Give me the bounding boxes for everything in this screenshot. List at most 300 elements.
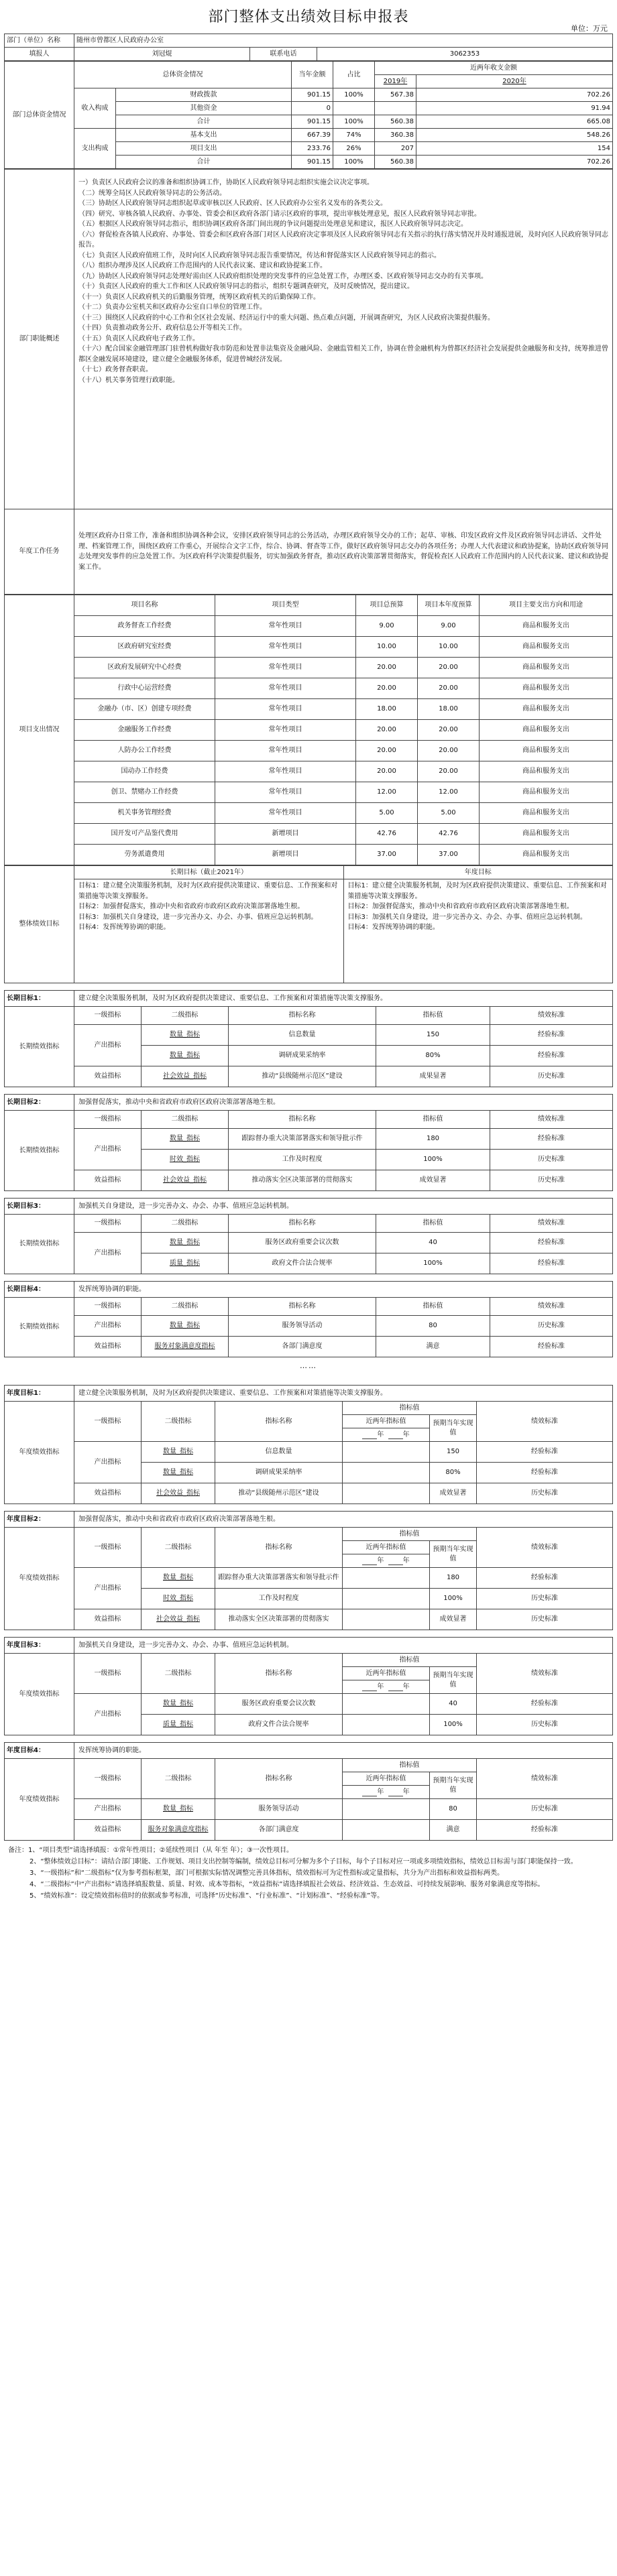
indicator-row-label: 长期绩效指标 xyxy=(5,1215,74,1274)
project-type: 常年性项目 xyxy=(215,658,356,678)
income-row-year1: 567.38 xyxy=(375,88,416,102)
project-total: 12.00 xyxy=(356,782,418,803)
note-line: 3、“一级指标”和“二级指标”仅为参考指标框架，部门可根据实际情况调整完善具体指标，绩效指标可为定性指标或定量指标，共分为产出指标和效益指标两类。 xyxy=(30,1869,504,1877)
indicator-level2: 社会效益_指标 xyxy=(142,1170,229,1191)
page-title: 部门整体支出绩效目标申报表 xyxy=(208,9,409,25)
projects-col-name: 项目名称 xyxy=(74,595,215,616)
goal-label: 长期目标1： xyxy=(5,991,74,1007)
indicator-head: 指标名称 xyxy=(229,1007,376,1025)
project-name: 人防办公工作经费 xyxy=(74,741,215,761)
dept-label: 部门（单位）名称 xyxy=(5,34,74,48)
project-use: 商品和服务支出 xyxy=(480,637,613,658)
indicator-name: 推动“县级随州示范区”建设 xyxy=(229,1066,376,1087)
indicator-value: 100% xyxy=(376,1150,490,1170)
indicator-standard: 经验标准 xyxy=(490,1046,613,1066)
project-current: 37.00 xyxy=(418,845,480,865)
indicator-value: 成果显著 xyxy=(376,1066,490,1087)
indicator-head: 预期当年实现值 xyxy=(430,1541,477,1568)
indicator-recent xyxy=(343,1715,430,1735)
filler-label: 填报人 xyxy=(5,48,74,61)
projects-col-type: 项目类型 xyxy=(215,595,356,616)
project-name: 劳务派遣费用 xyxy=(74,845,215,865)
goal-description: 加强督促落实，推动中央和省政府市政府区政府决策部署落地生根。 xyxy=(74,1095,613,1111)
indicator-value: 成效显著 xyxy=(376,1170,490,1191)
indicator-name: 政府文件合法合规率 xyxy=(215,1715,343,1735)
indicator-head: 二级指标 xyxy=(142,1402,215,1442)
function-line: （十三）围绕区人民政府的中心工作和全区社会发展、经济运行中的重大问题、热点难点问题，开展调查研究，为区人民政府决策提供服务。 xyxy=(78,314,494,322)
expense-row-ratio: 26% xyxy=(333,142,375,156)
indicator-head: 一级指标 xyxy=(74,1402,142,1442)
indicator-name: 推动“县级随州示范区”建设 xyxy=(215,1483,343,1504)
project-total: 18.00 xyxy=(356,699,418,720)
indicator-value: 80% xyxy=(430,1463,477,1483)
indicator-head: 指标名称 xyxy=(229,1111,376,1129)
income-row-year2: 665.08 xyxy=(416,115,613,129)
indicator-value: 成效显著 xyxy=(430,1483,477,1504)
indicator-recent xyxy=(343,1820,430,1841)
indicator-value: 成效显著 xyxy=(430,1609,477,1630)
indicator-standard: 历史标准 xyxy=(490,1170,613,1191)
indicator-level2: 质量_指标 xyxy=(142,1715,215,1735)
project-name: 区政府发展研究中心经费 xyxy=(74,658,215,678)
indicator-name: 信息数量 xyxy=(229,1025,376,1046)
indicator-name: 调研成果采纳率 xyxy=(229,1046,376,1066)
indicator-standard: 历史标准 xyxy=(490,1316,613,1337)
blank-line xyxy=(362,1684,377,1691)
indicator-head: 二级指标 xyxy=(142,1215,229,1233)
indicator-level2: 数量_指标 xyxy=(142,1694,215,1715)
indicator-value: 40 xyxy=(430,1694,477,1715)
indicator-name: 政府文件合法合规率 xyxy=(229,1253,376,1274)
function-line: （十四）负责推动政务公开、政府信息公开等相关工作。 xyxy=(78,324,246,332)
indicator-value: 80 xyxy=(430,1799,477,1820)
function-line: （十八）机关事务管理行政职能。 xyxy=(78,376,179,384)
expense-row-name: 合计 xyxy=(116,156,292,169)
project-use: 商品和服务支出 xyxy=(480,720,613,741)
blank-line xyxy=(388,1558,403,1565)
project-type: 常年性项目 xyxy=(215,678,356,699)
expense-row-ratio: 74% xyxy=(333,129,375,142)
indicator-recent xyxy=(343,1694,430,1715)
indicator-year-blanks xyxy=(343,1554,430,1568)
income-row-year2: 702.26 xyxy=(416,88,613,102)
indicator-level1: 效益指标 xyxy=(74,1337,142,1357)
income-row-current: 901.15 xyxy=(292,88,333,102)
indicator-head: 绩效标准 xyxy=(490,1007,613,1025)
indicator-year-blanks xyxy=(343,1680,430,1694)
project-name: 金融办（市、区）创建专项经费 xyxy=(74,699,215,720)
expense-row-current: 667.39 xyxy=(292,129,333,142)
project-total: 5.00 xyxy=(356,803,418,824)
indicator-standard: 历史标准 xyxy=(490,1150,613,1170)
phone-label: 联系电话 xyxy=(250,48,317,61)
overall-goals-label: 整体绩效目标 xyxy=(5,866,74,983)
indicator-recent xyxy=(343,1463,430,1483)
function-line: 一）负责区人民政府会议的准备和组织协调工作，协助区人民政府领导同志组织实施会议决定事项。 xyxy=(78,179,374,186)
indicator-head: 预期当年实现值 xyxy=(430,1772,477,1799)
project-use: 商品和服务支出 xyxy=(480,803,613,824)
indicator-head: 绩效标准 xyxy=(490,1298,613,1316)
year-word: 年 xyxy=(402,1682,410,1691)
indicator-recent xyxy=(343,1799,430,1820)
funds-col-name: 总体资金情况 xyxy=(74,62,292,88)
indicator-head: 绩效标准 xyxy=(490,1215,613,1233)
blank-line xyxy=(362,1558,377,1565)
indicator-value: 满意 xyxy=(430,1820,477,1841)
year-goal-table xyxy=(4,1511,613,1630)
project-total: 20.00 xyxy=(356,720,418,741)
project-current: 9.00 xyxy=(418,616,480,637)
funds-year1: 2019年 xyxy=(375,75,416,88)
indicator-standard: 历史标准 xyxy=(477,1609,613,1630)
project-use: 商品和服务支出 xyxy=(480,824,613,845)
long-goal-table xyxy=(4,1281,613,1357)
indicator-head: 指标名称 xyxy=(229,1215,376,1233)
indicator-head: 预期当年实现值 xyxy=(430,1415,477,1442)
function-line: （十七）政务督查职责。 xyxy=(78,366,152,373)
indicator-level2: 数量_指标 xyxy=(142,1568,215,1589)
indicator-name: 跟踪督办重大决策部署落实和领导批示件 xyxy=(215,1568,343,1589)
project-name: 国动办工作经费 xyxy=(74,761,215,782)
indicator-name: 服务领导活动 xyxy=(215,1799,343,1820)
indicator-level2: 数量_指标 xyxy=(142,1463,215,1483)
expense-label: 支出构成 xyxy=(74,129,116,169)
overall-long-head: 长期目标（截止2021年） xyxy=(74,866,344,879)
annual-tasks-label: 年度工作任务 xyxy=(5,509,74,595)
indicator-value: 150 xyxy=(430,1442,477,1463)
indicator-head: 二级指标 xyxy=(142,1111,229,1129)
project-current: 20.00 xyxy=(418,720,480,741)
indicator-level2: 数量_指标 xyxy=(142,1129,229,1150)
indicator-level1: 产出指标 xyxy=(74,1233,142,1274)
indicator-head: 绩效标准 xyxy=(477,1402,613,1442)
expense-row-year2: 548.26 xyxy=(416,129,613,142)
indicator-name: 工作及时程度 xyxy=(229,1150,376,1170)
function-line: （十六）配合国家金融管理部门驻曾机构做好我市防范和处置非法集资及金融风险、金融监管相关工作，协调在曾金融机构为曾都区经济社会发展提供金融服务和支持，统筹推进曾都区金融发展环境建设，建立健全金融服务体系，促进曾城经济发展。 xyxy=(78,345,608,363)
project-total: 9.00 xyxy=(356,616,418,637)
project-type: 常年性项目 xyxy=(215,741,356,761)
year-goal-table xyxy=(4,1637,613,1735)
goal-label: 长期目标3： xyxy=(5,1199,74,1215)
function-line: （九）协助区人民政府领导同志处理好需由区人民政府组织处理的突发事件的应急处置工作，办理区委、区政府领导同志交办的有关事项。 xyxy=(78,272,488,280)
expense-row-year2: 154 xyxy=(416,142,613,156)
indicator-value: 150 xyxy=(376,1025,490,1046)
indicator-name: 服务区政府重要会议次数 xyxy=(215,1694,343,1715)
project-type: 常年性项目 xyxy=(215,761,356,782)
indicator-level1: 效益指标 xyxy=(74,1483,142,1504)
projects-col-use: 项目主要支出方向和用途 xyxy=(480,595,613,616)
indicator-standard: 经验标准 xyxy=(490,1233,613,1253)
income-row-ratio: 100% xyxy=(333,115,375,129)
indicator-name: 跟踪督办重大决策部署落实和领导批示件 xyxy=(229,1129,376,1150)
indicator-recent xyxy=(343,1589,430,1609)
indicator-standard: 经验标准 xyxy=(477,1694,613,1715)
indicator-name: 推动落实全区决策部署的贯彻落实 xyxy=(215,1609,343,1630)
function-line: （三）协助区人民政府领导同志组织起草或审核以区人民政府、区人民政府办公室名义发布的各类公文。 xyxy=(78,200,387,207)
expense-row-year2: 702.26 xyxy=(416,156,613,169)
expense-row-name: 项目支出 xyxy=(116,142,292,156)
indicator-row-label: 长期绩效指标 xyxy=(5,1298,74,1357)
indicator-head: 二级指标 xyxy=(142,1528,215,1568)
indicator-name: 信息数量 xyxy=(215,1442,343,1463)
projects-table xyxy=(4,595,613,865)
expense-row-current: 901.15 xyxy=(292,156,333,169)
indicator-level2: 时效_指标 xyxy=(142,1589,215,1609)
indicator-head: 二级指标 xyxy=(142,1654,215,1694)
project-type: 新增项目 xyxy=(215,824,356,845)
projects-col-current: 项目本年度预算 xyxy=(418,595,480,616)
year-goal-table xyxy=(4,1742,613,1841)
year-word: 年 xyxy=(402,1556,410,1565)
income-row-name: 合计 xyxy=(116,115,292,129)
indicator-name: 服务区政府重要会议次数 xyxy=(229,1233,376,1253)
indicator-head: 二级指标 xyxy=(142,1007,229,1025)
funds-year2: 2020年 xyxy=(416,75,613,88)
project-name: 国开发可产品鉴代费用 xyxy=(74,824,215,845)
indicator-level1: 效益指标 xyxy=(74,1066,142,1087)
indicator-head: 二级指标 xyxy=(142,1759,215,1799)
function-line: （十二）负责办公室机关和区政府办公室自口单位的管理工作。 xyxy=(78,304,266,311)
long-goals-section xyxy=(4,990,613,1357)
expense-row-year1: 207 xyxy=(375,142,416,156)
blank-line xyxy=(362,1789,377,1796)
indicator-value: 100% xyxy=(376,1253,490,1274)
indicator-level2: 数量_指标 xyxy=(142,1046,229,1066)
project-type: 常年性项目 xyxy=(215,720,356,741)
indicator-name: 服务领导活动 xyxy=(229,1316,376,1337)
functions-label: 部门职能概述 xyxy=(5,170,74,509)
goal-description: 加强督促落实，推动中央和省政府市政府区政府决策部署落地生根。 xyxy=(74,1512,613,1528)
project-current: 20.00 xyxy=(418,658,480,678)
blank-line xyxy=(388,1432,403,1439)
long-goal-table xyxy=(4,1094,613,1191)
dept-name: 随州市曾都区人民政府办公室 xyxy=(74,34,613,48)
project-use: 商品和服务支出 xyxy=(480,616,613,637)
indicator-level1: 产出指标 xyxy=(74,1025,142,1066)
indicator-name: 推动落实全区决策部署的贯彻落实 xyxy=(229,1170,376,1191)
project-current: 10.00 xyxy=(418,637,480,658)
note-line: 2、“整体绩效总目标”：请结合部门职能、工作规划、项目支出控制等编制，绩效总目标可分解为多个子目标，每个子目标对应一项或多项绩效指标，绩效总目标需与部门职能保持一致。 xyxy=(30,1858,577,1865)
income-row-name: 财政拨款 xyxy=(116,88,292,102)
indicator-level1: 效益指标 xyxy=(74,1170,142,1191)
indicator-head: 指标值 xyxy=(343,1759,477,1772)
function-line: （八）组织办理涉及区人民政府工作范围内的人民代表议案、建议和政协提案工作。 xyxy=(78,262,327,269)
expense-row-current: 233.76 xyxy=(292,142,333,156)
indicator-value: 80% xyxy=(376,1046,490,1066)
indicator-standard: 经验标准 xyxy=(477,1568,613,1589)
indicator-head: 一级指标 xyxy=(74,1654,142,1694)
indicator-head: 绩效标准 xyxy=(477,1759,613,1799)
goal-label: 长期目标4： xyxy=(5,1282,74,1298)
indicator-name: 工作及时程度 xyxy=(215,1589,343,1609)
income-row-year2: 91.94 xyxy=(416,102,613,115)
indicator-value: 满意 xyxy=(376,1337,490,1357)
project-name: 创卫、禁赌办工作经费 xyxy=(74,782,215,803)
indicator-name: 各部门满意度 xyxy=(215,1820,343,1841)
indicator-standard: 经验标准 xyxy=(477,1442,613,1463)
indicator-head: 指标名称 xyxy=(215,1759,343,1799)
expense-row-name: 基本支出 xyxy=(116,129,292,142)
income-row-current: 0 xyxy=(292,102,333,115)
indicator-name: 调研成果采纳率 xyxy=(215,1463,343,1483)
project-total: 42.76 xyxy=(356,824,418,845)
functions-table xyxy=(4,169,613,595)
income-row-name: 其他资金 xyxy=(116,102,292,115)
indicator-head: 一级指标 xyxy=(74,1007,142,1025)
indicator-year-blanks xyxy=(343,1428,430,1442)
indicator-value: 100% xyxy=(430,1589,477,1609)
expense-row-ratio: 100% xyxy=(333,156,375,169)
phone-number: 3062353 xyxy=(317,48,613,61)
indicator-level2: 数量_指标 xyxy=(142,1025,229,1046)
indicator-standard: 经验标准 xyxy=(490,1025,613,1046)
project-type: 常年性项目 xyxy=(215,699,356,720)
income-row-ratio xyxy=(333,102,375,115)
indicator-head: 近两年指标值 xyxy=(343,1415,430,1428)
indicator-level2: 质量_指标 xyxy=(142,1253,229,1274)
goal-label: 年度目标2： xyxy=(5,1512,74,1528)
indicator-value: 40 xyxy=(376,1233,490,1253)
project-name: 政务督查工作经费 xyxy=(74,616,215,637)
blank-line xyxy=(388,1684,403,1691)
indicator-head: 预期当年实现值 xyxy=(430,1667,477,1694)
note-line: 5、“绩效标准”：设定绩效指标值时的依据或参考标准，可选择“历史标准”、“行业标准”、“计划标准”、“经验标准”等。 xyxy=(30,1892,384,1900)
function-line: （十一）负责区人民政府机关的后勤服务管理，统筹区政府机关的后勤保障工作。 xyxy=(78,293,320,301)
expense-row-year1: 560.38 xyxy=(375,156,416,169)
indicator-head: 指标值 xyxy=(343,1654,477,1667)
goal-description: 加强机关自身建设，进一步完善办文、办会、办事、值班应急运转机制。 xyxy=(74,1638,613,1654)
indicator-recent xyxy=(343,1483,430,1504)
project-use: 商品和服务支出 xyxy=(480,658,613,678)
indicator-head: 指标值 xyxy=(343,1528,477,1541)
indicator-head: 指标名称 xyxy=(229,1298,376,1316)
indicator-head: 绩效标准 xyxy=(477,1528,613,1568)
note-line: 备注：1、“项目类型”请选择填报：①常年性项目；②延续性项目（从 年至 年）；③一次性项目。 xyxy=(8,1847,293,1854)
expense-row-year1: 360.38 xyxy=(375,129,416,142)
indicator-recent xyxy=(343,1609,430,1630)
project-current: 20.00 xyxy=(418,678,480,699)
indicator-head: 指标名称 xyxy=(215,1402,343,1442)
indicator-head: 一级指标 xyxy=(74,1111,142,1129)
indicator-level1: 效益指标 xyxy=(74,1609,142,1630)
project-current: 20.00 xyxy=(418,741,480,761)
filler-name: 刘冠焜 xyxy=(74,48,250,61)
indicator-standard: 历史标准 xyxy=(477,1715,613,1735)
indicator-value: 80 xyxy=(376,1316,490,1337)
indicator-head: 绩效标准 xyxy=(490,1111,613,1129)
indicator-level2: 数量_指标 xyxy=(142,1233,229,1253)
indicator-head: 指标名称 xyxy=(215,1528,343,1568)
indicator-level2: 时效_指标 xyxy=(142,1150,229,1170)
indicator-level2: 社会效益_指标 xyxy=(142,1483,215,1504)
goal-description: 发挥统筹协调的职能。 xyxy=(74,1282,613,1298)
indicator-level1: 产出指标 xyxy=(74,1694,142,1735)
projects-col-total: 项目总预算 xyxy=(356,595,418,616)
project-use: 商品和服务支出 xyxy=(480,845,613,865)
indicator-row-label: 长期绩效指标 xyxy=(5,1007,74,1087)
indicator-value: 180 xyxy=(430,1568,477,1589)
income-row-current: 901.15 xyxy=(292,115,333,129)
header-table xyxy=(4,34,613,61)
indicator-head: 一级指标 xyxy=(74,1528,142,1568)
project-type: 常年性项目 xyxy=(215,616,356,637)
project-use: 商品和服务支出 xyxy=(480,678,613,699)
indicator-head: 一级指标 xyxy=(74,1298,142,1316)
indicator-level1: 产出指标 xyxy=(74,1316,142,1337)
blank-line xyxy=(388,1789,403,1796)
project-total: 37.00 xyxy=(356,845,418,865)
annual-tasks-text: 处理区政府办日常工作，准备和组织协调各种会议，安排区政府领导同志的公务活动，办理区政府领导交办的工作；起草、审核、印发区政府文件及区政府领导同志讲话、文件处理、档案管理工作，围绕区政府工作重心，开展综合文字工作，综合、协调、督查等工作，做好区政府领导同志交办的各项任务；办理人大代表建议和政协提案，协助区政府领导同志处理突发事件的应急处置工作。为区政府科学决策提供服务，切实加强政务督查，推动区政府决策部署贯彻落实，督促检查区人民政府工作范围内的人民代表议案、建议和政协提案工作。 xyxy=(74,509,613,595)
project-total: 10.00 xyxy=(356,637,418,658)
indicator-recent xyxy=(343,1568,430,1589)
project-use: 商品和服务支出 xyxy=(480,761,613,782)
indicator-standard: 经验标准 xyxy=(477,1820,613,1841)
project-type: 常年性项目 xyxy=(215,803,356,824)
project-name: 行政中心运营经费 xyxy=(74,678,215,699)
year-word: 年 xyxy=(402,1788,410,1796)
year-word: 年 xyxy=(377,1430,384,1438)
indicator-level1: 产出指标 xyxy=(74,1568,142,1609)
indicator-head: 一级指标 xyxy=(74,1759,142,1799)
notes xyxy=(4,1841,613,1906)
year-goal-table xyxy=(4,1385,613,1504)
indicator-head: 近两年指标值 xyxy=(343,1667,430,1680)
year-word: 年 xyxy=(377,1682,384,1691)
goal-description: 加强机关自身建设，进一步完善办文、办会、办事、值班应急运转机制。 xyxy=(74,1199,613,1215)
unit-label: 单位：万元 xyxy=(571,24,608,33)
funds-section-label: 部门总体资金情况 xyxy=(5,62,74,169)
long-goal-table xyxy=(4,990,613,1087)
project-total: 20.00 xyxy=(356,761,418,782)
indicator-year-blanks xyxy=(343,1786,430,1799)
projects-label: 项目支出情况 xyxy=(5,595,74,865)
indicator-level2: 服务对象满意度指标 xyxy=(142,1337,229,1357)
indicator-head: 指标名称 xyxy=(215,1654,343,1694)
indicator-level2: 数量_指标 xyxy=(142,1442,215,1463)
year-goals-section xyxy=(4,1385,613,1841)
project-current: 18.00 xyxy=(418,699,480,720)
indicator-standard: 经验标准 xyxy=(490,1337,613,1357)
function-line: （六）督促检查各镇人民政府、办事处、管委会和区政府各部门对区人民政府决定事项及区人民政府领导同志有关指示的执行落实情况并及时通报进展，及时向区人民政府领导同志报告。 xyxy=(78,231,608,249)
goal-label: 年度目标3： xyxy=(5,1638,74,1654)
project-type: 新增项目 xyxy=(215,845,356,865)
note-line: 4、“二级指标”中“产出指标”请选择填报数量、质量、时效、成本等指标，“效益指标”请选择填报社会效益、经济效益、生态效益、可持续发展影响、服务对象满意度等指标。 xyxy=(30,1881,545,1888)
indicator-level1: 产出指标 xyxy=(74,1442,142,1483)
funds-col-ratio: 占比 xyxy=(333,62,375,88)
indicator-level2: 社会效益_指标 xyxy=(142,1609,215,1630)
function-line: （七）负责区人民政府值班工作，及时向区人民政府领导同志报告重要情况，传达和督促落实区人民政府领导同志的指示。 xyxy=(78,251,441,259)
project-name: 机关事务管理经费 xyxy=(74,803,215,824)
indicator-row-label: 长期绩效指标 xyxy=(5,1111,74,1191)
project-current: 12.00 xyxy=(418,782,480,803)
project-current: 42.76 xyxy=(418,824,480,845)
indicator-level2: 服务对象满意度指标 xyxy=(142,1820,215,1841)
function-line: （十）负责区人民政府的重大工作和区人民政府领导同志的指示，组织专题调查研究，及时反映情况，提出建议。 xyxy=(78,283,414,290)
indicator-head: 指标值 xyxy=(376,1111,490,1129)
indicator-level1: 效益指标 xyxy=(74,1820,142,1841)
functions-text xyxy=(74,170,613,509)
indicator-head: 二级指标 xyxy=(142,1298,229,1316)
project-total: 20.00 xyxy=(356,658,418,678)
project-use: 商品和服务支出 xyxy=(480,782,613,803)
indicator-level2: 社会效益_指标 xyxy=(142,1066,229,1087)
indicator-value: 100% xyxy=(430,1715,477,1735)
year-word: 年 xyxy=(377,1556,384,1565)
indicator-row-label: 年度绩效指标 xyxy=(5,1402,74,1504)
funds-col-recent: 近两年收支金额 xyxy=(375,62,613,75)
goal-description: 发挥统筹协调的职能。 xyxy=(74,1743,613,1759)
year-word: 年 xyxy=(377,1788,384,1796)
